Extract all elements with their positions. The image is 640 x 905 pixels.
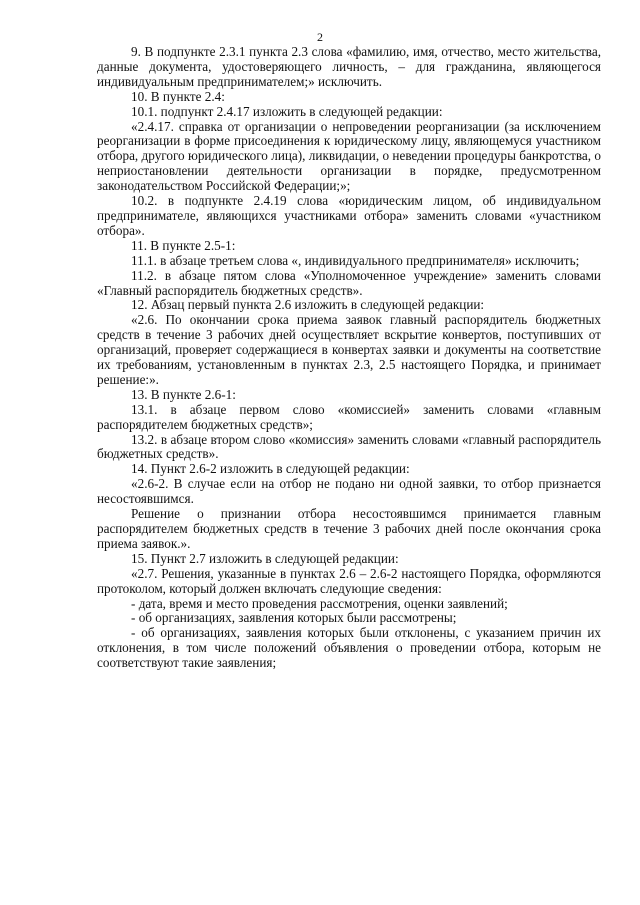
paragraph-decision-text: Решение о признании отбора несостоявшимся принимается главным распорядителем бюджетных средств в течение 3 рабочих дней после окончания срока приема заявок.». — [97, 506, 601, 551]
paragraph-9: 9. В подпункте 2.3.1 пункта 2.3 слова «фамилию, имя, отчество, место жительства, данные документа, удостоверяющего личность, – для гражданина, являющегося индивидуальным предпринимателем;» исключить. — [97, 44, 601, 89]
paragraph-11-1: 11.1. в абзаце третьем слова «, индивидуального предпринимателя» исключить; — [131, 252, 580, 268]
page-number: 2 — [317, 30, 323, 44]
paragraph-10-2: 10.2. в подпункте 2.4.19 слова «юридическим лицом, об индивидуальном предпринимателе, являющихся участниками отбора» заменить словами «участником отбора». — [97, 193, 601, 238]
paragraph-10: 10. В пункте 2.4: — [131, 88, 225, 104]
paragraph-14: 14. Пункт 2.6-2 изложить в следующей редакции: — [131, 461, 410, 477]
list-item-rejected: - об организациях, заявления которых были отклонены, с указанием причин их отклонения, в том числе положений объявления о проведении отбора, которым не соответствуют такие заявления; — [97, 625, 601, 671]
paragraph-13-2: 13.2. в абзаце втором слово «комиссия» заменить словами «главный распорядитель бюджетных средств». — [97, 431, 601, 462]
list-item-date-time-place: - дата, время и место проведения рассмотрения, оценки заявлений; — [131, 595, 508, 611]
paragraph-2-6-2-text: «2.6-2. В случае если на отбор не подано ни одной заявки, то отбор признается несостоявшимся. — [97, 476, 601, 507]
paragraph-2-6-text: «2.6. По окончании срока приема заявок главный распорядитель бюджетных средств в течение 3 рабочих дней осуществляет вскрытие конвертов, поступивших от организаций, проверяет содержащиеся в конвертах заявки и документы на соответствие их требованиям, установленным в пунктах 2.3, 2.5 настоящего Порядка, и принимает решение:». — [97, 312, 601, 387]
paragraph-12: 12. Абзац первый пункта 2.6 изложить в следующей редакции: — [131, 297, 485, 313]
document-body — [97, 45, 601, 671]
paragraph-13-1: 13.1. в абзаце первом слово «комиссией» заменить словами «главным распорядителем бюджетных средств»; — [97, 401, 601, 432]
paragraph-13: 13. В пункте 2.6-1: — [131, 386, 236, 402]
paragraph-11-2: 11.2. в абзаце пятом слова «Уполномоченное учреждение» заменить словами «Главный распорядитель бюджетных средств». — [97, 267, 601, 298]
paragraph-10-1: 10.1. подпункт 2.4.17 изложить в следующей редакции: — [131, 103, 443, 119]
list-item-reviewed: - об организациях, заявления которых были рассмотрены; — [131, 610, 457, 626]
paragraph-2-7-text: «2.7. Решения, указанные в пунктах 2.6 – 2.6-2 настоящего Порядка, оформляются протоколом, который должен включать следующие сведения: — [97, 565, 601, 596]
paragraph-2-4-17-text: «2.4.17. справка от организации о непроведении реорганизации (за исключением реорганизации в форме присоединения к юридическому лицу, являющемуся участником отбора, другого юридического лица), ликвидации, о неведении процедуры банкротства, о неприостановлении деятельности организации в порядке, предусмотренном законодательством Российской Федерации;»; — [97, 118, 601, 194]
paragraph-11: 11. В пункте 2.5-1: — [131, 237, 236, 253]
paragraph-15: 15. Пункт 2.7 изложить в следующей редакции: — [131, 550, 399, 566]
